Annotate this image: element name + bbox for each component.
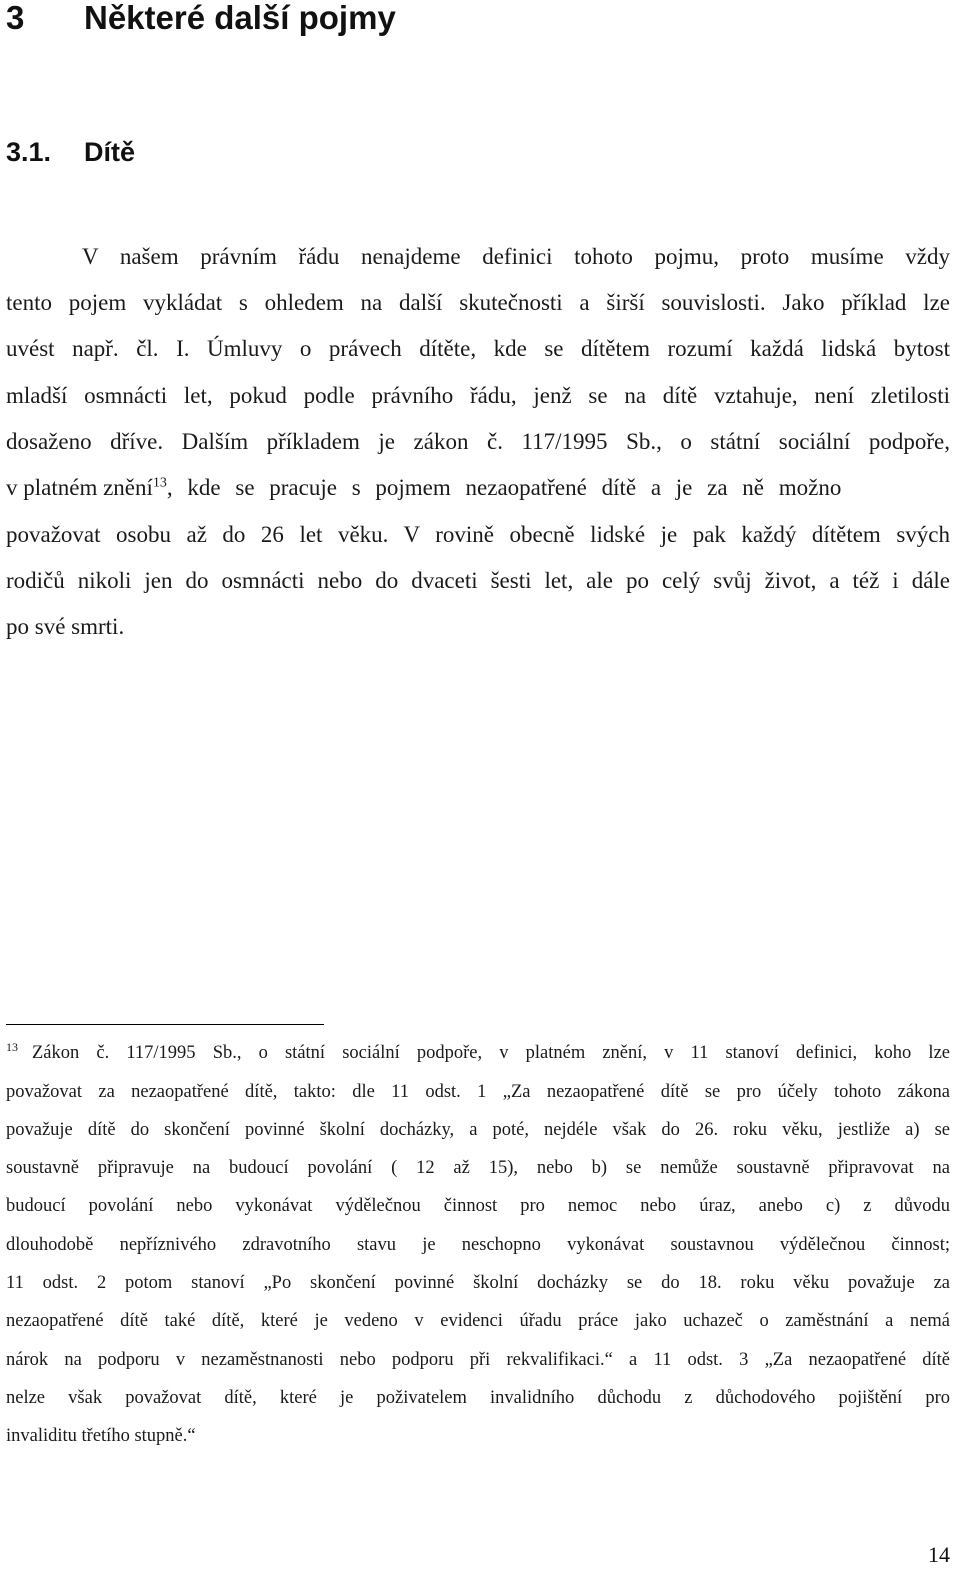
footnote-reference[interactable]: 13 [152, 475, 167, 491]
paragraph-line: uvést např. čl. I. Úmluvy o právech dítěte, kde se dítětem rozumí každá lidská bytost [6, 336, 950, 361]
paragraph-line: mladší osmnácti let, pokud podle právního řádu, jenž se na dítě vztahuje, není zletilosti [6, 383, 950, 408]
footnote-line: nárok na podporu v nezaměstnanosti nebo podporu při rekvalifikaci.“ a 11 odst. 3 „Za nezaopatřené dítě [6, 1350, 950, 1370]
chapter-title: Některé další pojmy [84, 0, 396, 36]
footnote-separator [6, 1024, 324, 1025]
paragraph-line: po své smrti. [6, 614, 125, 639]
section-heading [6, 130, 135, 174]
page-number: 14 [928, 1542, 950, 1567]
footnote-line: nelze však považovat dítě, které je poživatelem invalidního důchodu z důchodového pojištění pro [6, 1388, 950, 1408]
footnote-line: dlouhodobě nepříznivého zdravotního stavu je neschopno vykonávat soustavnou výdělečnou činnost; [6, 1235, 950, 1255]
footnote-line: považovat za nezaopatřené dítě, takto: dle 11 odst. 1 „Za nezaopatřené dítě se pro účely tohoto zákona [6, 1082, 950, 1102]
footnote-line: budoucí povolání nebo vykonávat výdělečnou činnost pro nemoc nebo úraz, anebo c) z důvodu [6, 1196, 950, 1216]
paragraph-line: rodičů nikoli jen do osmnácti nebo do dvaceti šesti let, ale po celý svůj život, a též i dále [6, 568, 950, 593]
paragraph-line: považovat osobu až do 26 let věku. V rovině obecně lidské je pak každý dítětem svých [6, 522, 950, 547]
footnote-line: nezaopatřené dítě také dítě, které je vedeno v evidenci úřadu práce jako uchazeč o zaměstnání a nemá [6, 1311, 950, 1331]
section-number: 3.1. [6, 137, 52, 167]
chapter-number: 3 [6, 0, 25, 36]
footnote-line: soustavně připravuje na budoucí povolání ( 12 až 15), nebo b) se nemůže soustavně připravovat na [6, 1158, 950, 1178]
footnote-line: $^{13}$ Zákon č. 117/1995 Sb., o státní sociální podpoře, v platném znění, v 11 stanoví definici, koho lze [6, 1039, 950, 1063]
chapter-heading [6, 0, 396, 44]
paragraph-line-with-footnote: v platném znění$^{13}$, kde se pracuje s pojmem nezaopatřené dítě a je za ně možno [6, 475, 842, 500]
paragraph-line: tento pojem vykládat s ohledem na další skutečnosti a širší souvislosti. Jako příklad lze [6, 290, 950, 315]
footnote-line: považuje dítě do skončení povinné školní docházky, a poté, nejdéle však do 26. roku věku, jestliže a) se [6, 1120, 950, 1140]
footnote-line: invaliditu třetího stupně.“ [6, 1426, 196, 1446]
section-title: Dítě [84, 137, 136, 167]
paragraph-line: dosaženo dříve. Dalším příkladem je zákon č. 117/1995 Sb., o státní sociální podpoře, [6, 429, 950, 454]
paragraph-line: V našem právním řádu nenajdeme definici tohoto pojmu, proto musíme vždy [82, 244, 950, 269]
footnote-line: 11 odst. 2 potom stanoví „Po skončení povinné školní docházky se do 18. roku věku považuje za [6, 1273, 950, 1293]
footnote-marker: 13 [6, 1039, 18, 1054]
